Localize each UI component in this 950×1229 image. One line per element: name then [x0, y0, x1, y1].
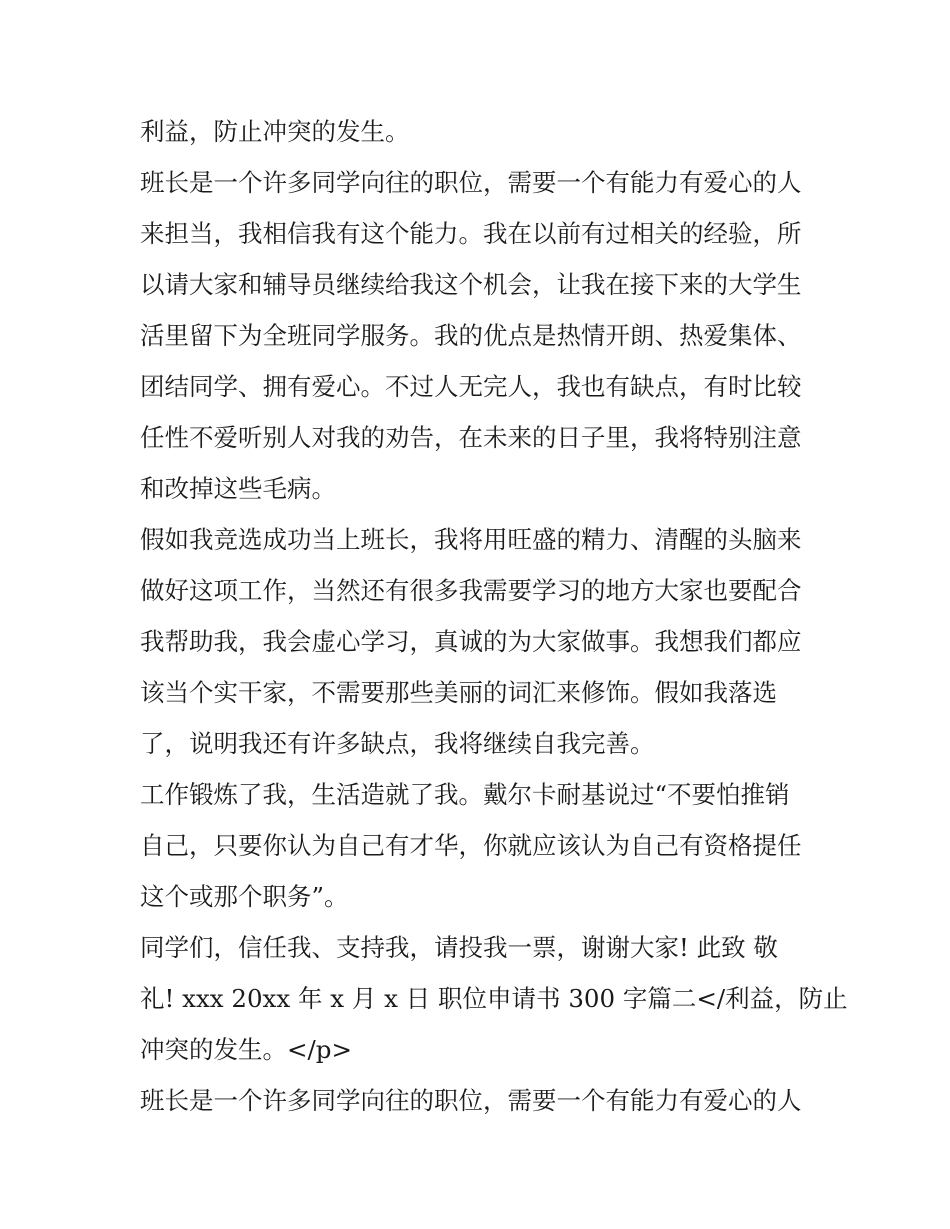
- text-line: 冲突的发生。</p>: [140, 1035, 352, 1064]
- text-line: 工作锻炼了我，生活造就了我。戴尔卡耐基说过“不要怕推销: [140, 780, 790, 809]
- text-line: 来担当，我相信我有这个能力。我在以前有过相关的经验，所: [140, 219, 802, 248]
- text-line: 该当个实干家，不需要那些美丽的词汇来修饰。假如我落选: [140, 678, 777, 707]
- text-line: 班长是一个许多同学向往的职位，需要一个有能力有爱心的人: [140, 168, 802, 197]
- text-line: 利益，防止冲突的发生。: [140, 117, 410, 146]
- text-line: 了，说明我还有许多缺点，我将继续自我完善。: [140, 729, 655, 758]
- text-line: 活里留下为全班同学服务。我的优点是热情开朗、热爱集体、: [140, 321, 802, 350]
- document-body: [140, 106, 848, 1126]
- text-line: 以请大家和辅导员继续给我这个机会，让我在接下来的大学生: [140, 270, 802, 299]
- text-line: 我帮助我，我会虚心学习，真诚的为大家做事。我想我们都应: [140, 627, 802, 656]
- text-line: 班长是一个许多同学向往的职位，需要一个有能力有爱心的人: [140, 1086, 802, 1115]
- text-line: 假如我竞选成功当上班长，我将用旺盛的精力、清醒的头脑来: [140, 525, 802, 554]
- text-line: 礼! xxx 20xx 年 x 月 x 日 职位申请书 300 字篇二</利益，防止: [140, 984, 848, 1013]
- text-line: 团结同学、拥有爱心。不过人无完人，我也有缺点，有时比较: [140, 372, 802, 401]
- text-line: 任性不爱听别人对我的劝告，在未来的日子里，我将特别注意: [140, 423, 802, 452]
- text-line: 做好这项工作，当然还有很多我需要学习的地方大家也要配合: [140, 576, 802, 605]
- text-line: 同学们，信任我、支持我，请投我一票，谢谢大家! 此致 敬: [140, 933, 778, 962]
- text-line: 和改掉这些毛病。: [140, 474, 336, 503]
- text-line: 自己，只要你认为自己有才华，你就应该认为自己有资格提任: [140, 831, 802, 860]
- text-line: 这个或那个职务”。: [140, 882, 349, 911]
